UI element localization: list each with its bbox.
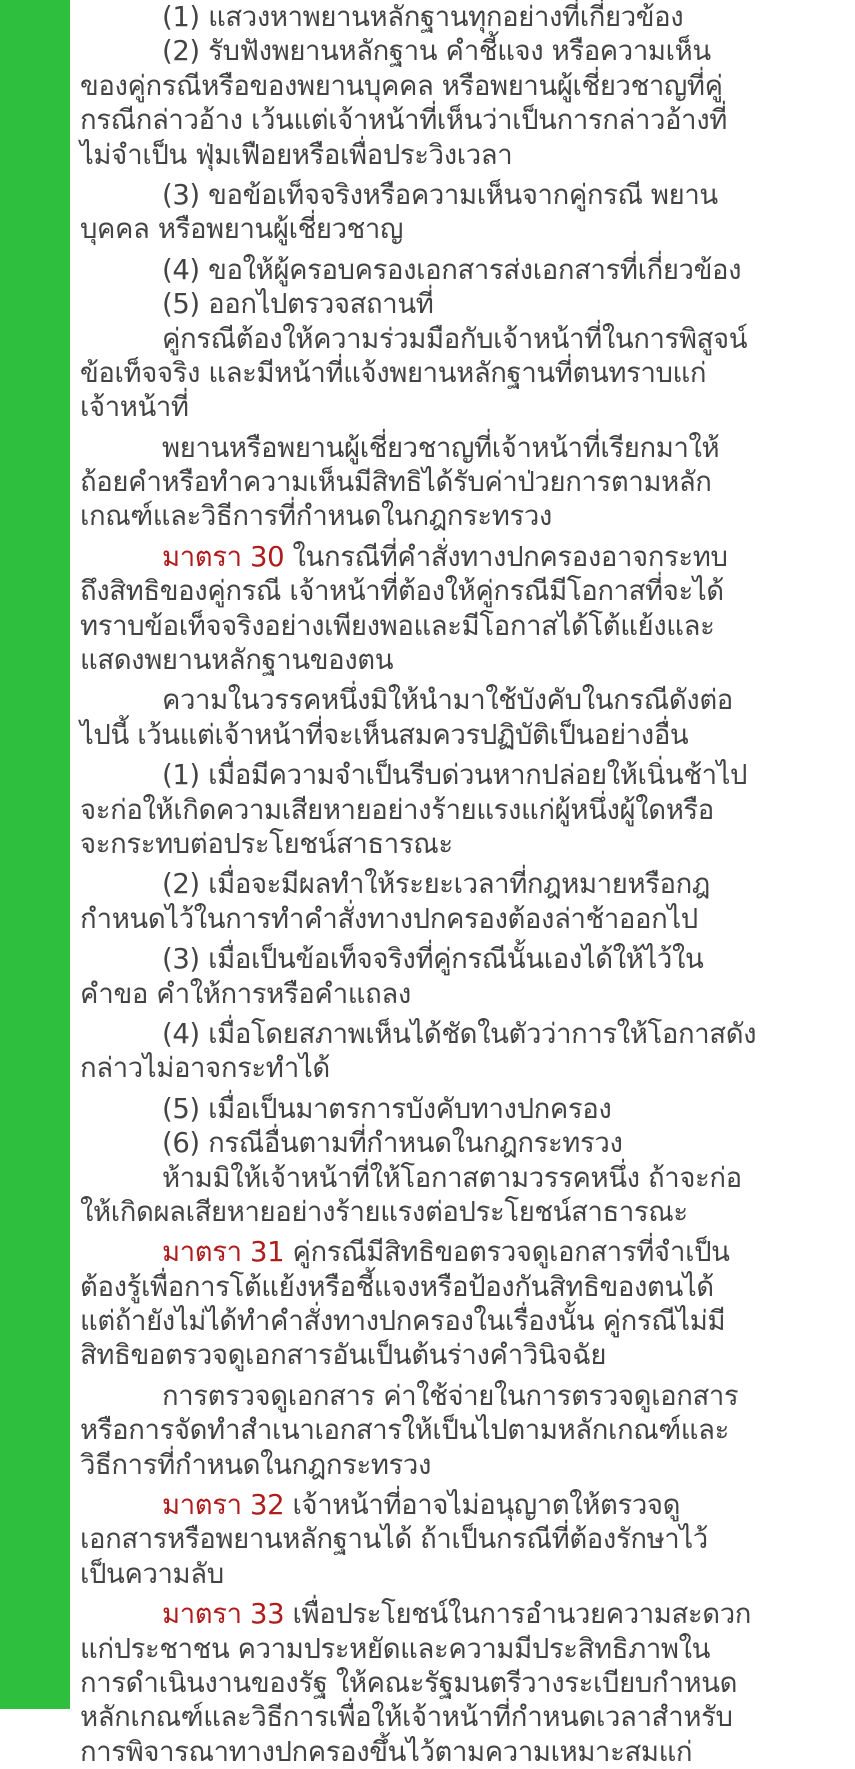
text-line (80, 212, 850, 246)
text-line (80, 138, 850, 172)
text-line (80, 465, 850, 499)
line-text: (1) เมื่อมีความจำเป็นรีบด่วนหากปล่อยให้เนิ่นช้าไป (162, 759, 748, 792)
line-text: เพื่อประโยชน์ในการอำนวยความสะดวก (284, 1598, 752, 1631)
line-text: (1) แสวงหาพยานหลักฐานทุกอย่างที่เกี่ยวข้อง (162, 1, 684, 33)
text-line (80, 1632, 850, 1666)
line-text: กล่าวไม่อาจกระทำได้ (80, 1052, 330, 1085)
text-line (80, 103, 850, 137)
text-line (80, 718, 850, 752)
line-text: (3) ขอข้อเท็จจริงหรือความเห็นจากคู่กรณี พยาน (162, 178, 718, 211)
text-line (80, 34, 850, 68)
text-line (80, 178, 850, 212)
text-line (80, 69, 850, 103)
line-text: คู่กรณีมีสิทธิขอตรวจดูเอกสารที่จำเป็น (284, 1236, 730, 1269)
text-line (80, 867, 850, 901)
text-line (80, 1195, 850, 1229)
text-line (80, 1338, 850, 1372)
text-line (80, 1161, 850, 1195)
section-number: มาตรา 33 (162, 1598, 285, 1631)
text-line (80, 1270, 850, 1304)
text-line (80, 1448, 850, 1482)
line-text: ไปนี้ เว้นแต่เจ้าหน้าที่จะเห็นสมควรปฏิบัติเป็นอย่างอื่น (80, 718, 689, 751)
line-text: (2) เมื่อจะมีผลทำให้ระยะเวลาที่กฎหมายหรือกฎ (162, 868, 710, 901)
document-body (80, 0, 850, 1769)
line-text: ความในวรรคหนึ่งมิให้นำมาใช้บังคับในกรณีดังต่อ (162, 684, 733, 717)
text-line (80, 683, 850, 717)
text-line (80, 758, 850, 792)
text-line (80, 1126, 850, 1160)
line-text: (6) กรณีอื่นตามที่กำหนดในกฎกระทรวง (162, 1127, 623, 1160)
line-text: แสดงพยานหลักฐานของตน (80, 644, 394, 677)
line-text: (5) ออกไปตรวจสถานที่ (162, 288, 434, 321)
line-text: เจ้าหน้าที่ (80, 391, 189, 424)
text-line (80, 1304, 850, 1338)
line-text: (4) เมื่อโดยสภาพเห็นได้ชัดในตัวว่าการให้โอกาสดัง (162, 1017, 757, 1050)
line-text: สิทธิขอตรวจดูเอกสารอันเป็นต้นร่างคำวินิจฉัย (80, 1339, 607, 1372)
line-text: เอกสารหรือพยานหลักฐานได้ ถ้าเป็นกรณีที่ต้องรักษาไว้ (80, 1523, 708, 1556)
text-line (80, 1666, 850, 1700)
line-text: ทราบข้อเท็จจริงอย่างเพียงพอและมีโอกาสได้โต้แย้งและ (80, 609, 715, 642)
line-text: เป็นความลับ (80, 1557, 224, 1590)
line-text: หรือการจัดทำสำเนาเอกสารให้เป็นไปตามหลักเกณฑ์และ (80, 1414, 729, 1447)
section-number: มาตรา 32 (162, 1489, 285, 1522)
section-heading-line (80, 1235, 850, 1269)
line-text: บุคคล หรือพยานผู้เชี่ยวชาญ (80, 213, 404, 246)
text-line (80, 0, 850, 34)
text-line (80, 1735, 850, 1769)
line-text: วิธีการที่กำหนดในกฎกระทรวง (80, 1448, 431, 1481)
text-line (80, 793, 850, 827)
text-line (80, 643, 850, 677)
section-heading-line (80, 1488, 850, 1522)
line-text: ถ้อยคำหรือทำความเห็นมีสิทธิได้รับค่าป่วยการตามหลัก (80, 466, 712, 499)
line-text: ข้อเท็จจริง และมีหน้าที่แจ้งพยานหลักฐานที่ตนทราบแก่ (80, 356, 707, 389)
text-line (80, 1557, 850, 1591)
text-line (80, 1379, 850, 1413)
line-text: กรณีกล่าวอ้าง เว้นแต่เจ้าหน้าที่เห็นว่าเป็นการกล่าวอ้างที่ (80, 104, 727, 137)
line-text: คำขอ คำให้การหรือคำแถลง (80, 977, 411, 1010)
line-text: คู่กรณีต้องให้ความร่วมมือกับเจ้าหน้าที่ในการพิสูจน์ (162, 322, 748, 355)
line-text: แก่ประชาชน ความประหยัดและความมีประสิทธิภาพใน (80, 1632, 711, 1665)
text-line (80, 977, 850, 1011)
section-number: มาตรา 31 (162, 1236, 285, 1269)
text-line (80, 1051, 850, 1085)
text-line (80, 499, 850, 533)
line-text: ห้ามมิให้เจ้าหน้าที่ให้โอกาสตามวรรคหนึ่ง ถ้าจะก่อ (162, 1161, 742, 1194)
line-text: (4) ขอให้ผู้ครอบครองเอกสารส่งเอกสารที่เกี่ยวข้อง (162, 253, 742, 286)
text-line (80, 609, 850, 643)
text-line (80, 902, 850, 936)
line-text: ให้เกิดผลเสียหายอย่างร้ายแรงต่อประโยชน์สาธารณะ (80, 1195, 688, 1228)
line-text: ในกรณีที่คำสั่งทางปกครองอาจกระทบ (284, 540, 728, 573)
text-line (80, 356, 850, 390)
green-sidebar (0, 0, 70, 1709)
line-text: หลักเกณฑ์และวิธีการเพื่อให้เจ้าหน้าที่กำหนดเวลาสำหรับ (80, 1701, 733, 1734)
section-heading-line (80, 540, 850, 574)
text-line (80, 942, 850, 976)
text-line (80, 574, 850, 608)
text-line (80, 1413, 850, 1447)
line-text: ไม่จำเป็น ฟุ่มเฟือยหรือเพื่อประวิงเวลา (80, 138, 513, 171)
line-text: การดำเนินงานของรัฐ ให้คณะรัฐมนตรีวางระเบียบกำหนด (80, 1666, 738, 1699)
text-line (80, 1522, 850, 1556)
line-text: (5) เมื่อเป็นมาตรการบังคับทางปกครอง (162, 1092, 612, 1125)
text-line (80, 287, 850, 321)
section-number: มาตรา 30 (162, 540, 285, 573)
line-text: พยานหรือพยานผู้เชี่ยวชาญที่เจ้าหน้าที่เรียกมาให้ (162, 431, 720, 464)
line-text: (3) เมื่อเป็นข้อเท็จจริงที่คู่กรณีนั้นเองได้ให้ไว้ใน (162, 943, 704, 976)
line-text: (2) รับฟังพยานหลักฐาน คำชี้แจง หรือความเห็น (162, 35, 711, 68)
section-heading-line (80, 1597, 850, 1631)
line-text: แต่ถ้ายังไม่ได้ทำคำสั่งทางปกครองในเรื่องนั้น คู่กรณีไม่มี (80, 1305, 726, 1338)
text-line (80, 431, 850, 465)
line-text: ต้องรู้เพื่อการโต้แย้งหรือชี้แจงหรือป้องกันสิทธิของตนได้ (80, 1270, 714, 1303)
line-text: ของคู่กรณีหรือของพยานบุคคล หรือพยานผู้เชี่ยวชาญที่คู่ (80, 69, 723, 102)
line-text: การตรวจดูเอกสาร ค่าใช้จ่ายในการตรวจดูเอกสาร (162, 1379, 739, 1412)
line-text: การพิจารณาทางปกครองขึ้นไว้ตามความเหมาะสมแก่ (80, 1735, 693, 1768)
text-line (80, 322, 850, 356)
line-text: จะกระทบต่อประโยชน์สาธารณะ (80, 827, 453, 860)
line-text: ถึงสิทธิของคู่กรณี เจ้าหน้าที่ต้องให้คู่กรณีมีโอกาสที่จะได้ (80, 575, 724, 608)
text-line (80, 1017, 850, 1051)
text-line (80, 1700, 850, 1734)
line-text: เจ้าหน้าที่อาจไม่อนุญาตให้ตรวจดู (284, 1489, 681, 1522)
text-line (80, 827, 850, 861)
line-text: กำหนดไว้ในการทำคำสั่งทางปกครองต้องล่าช้าออกไป (80, 902, 698, 935)
line-text: เกณฑ์และวิธีการที่กำหนดในกฎกระทรวง (80, 500, 552, 533)
text-line (80, 390, 850, 424)
text-line (80, 253, 850, 287)
text-line (80, 1092, 850, 1126)
line-text: จะก่อให้เกิดความเสียหายอย่างร้ายแรงแก่ผู้หนึ่งผู้ใดหรือ (80, 793, 714, 826)
